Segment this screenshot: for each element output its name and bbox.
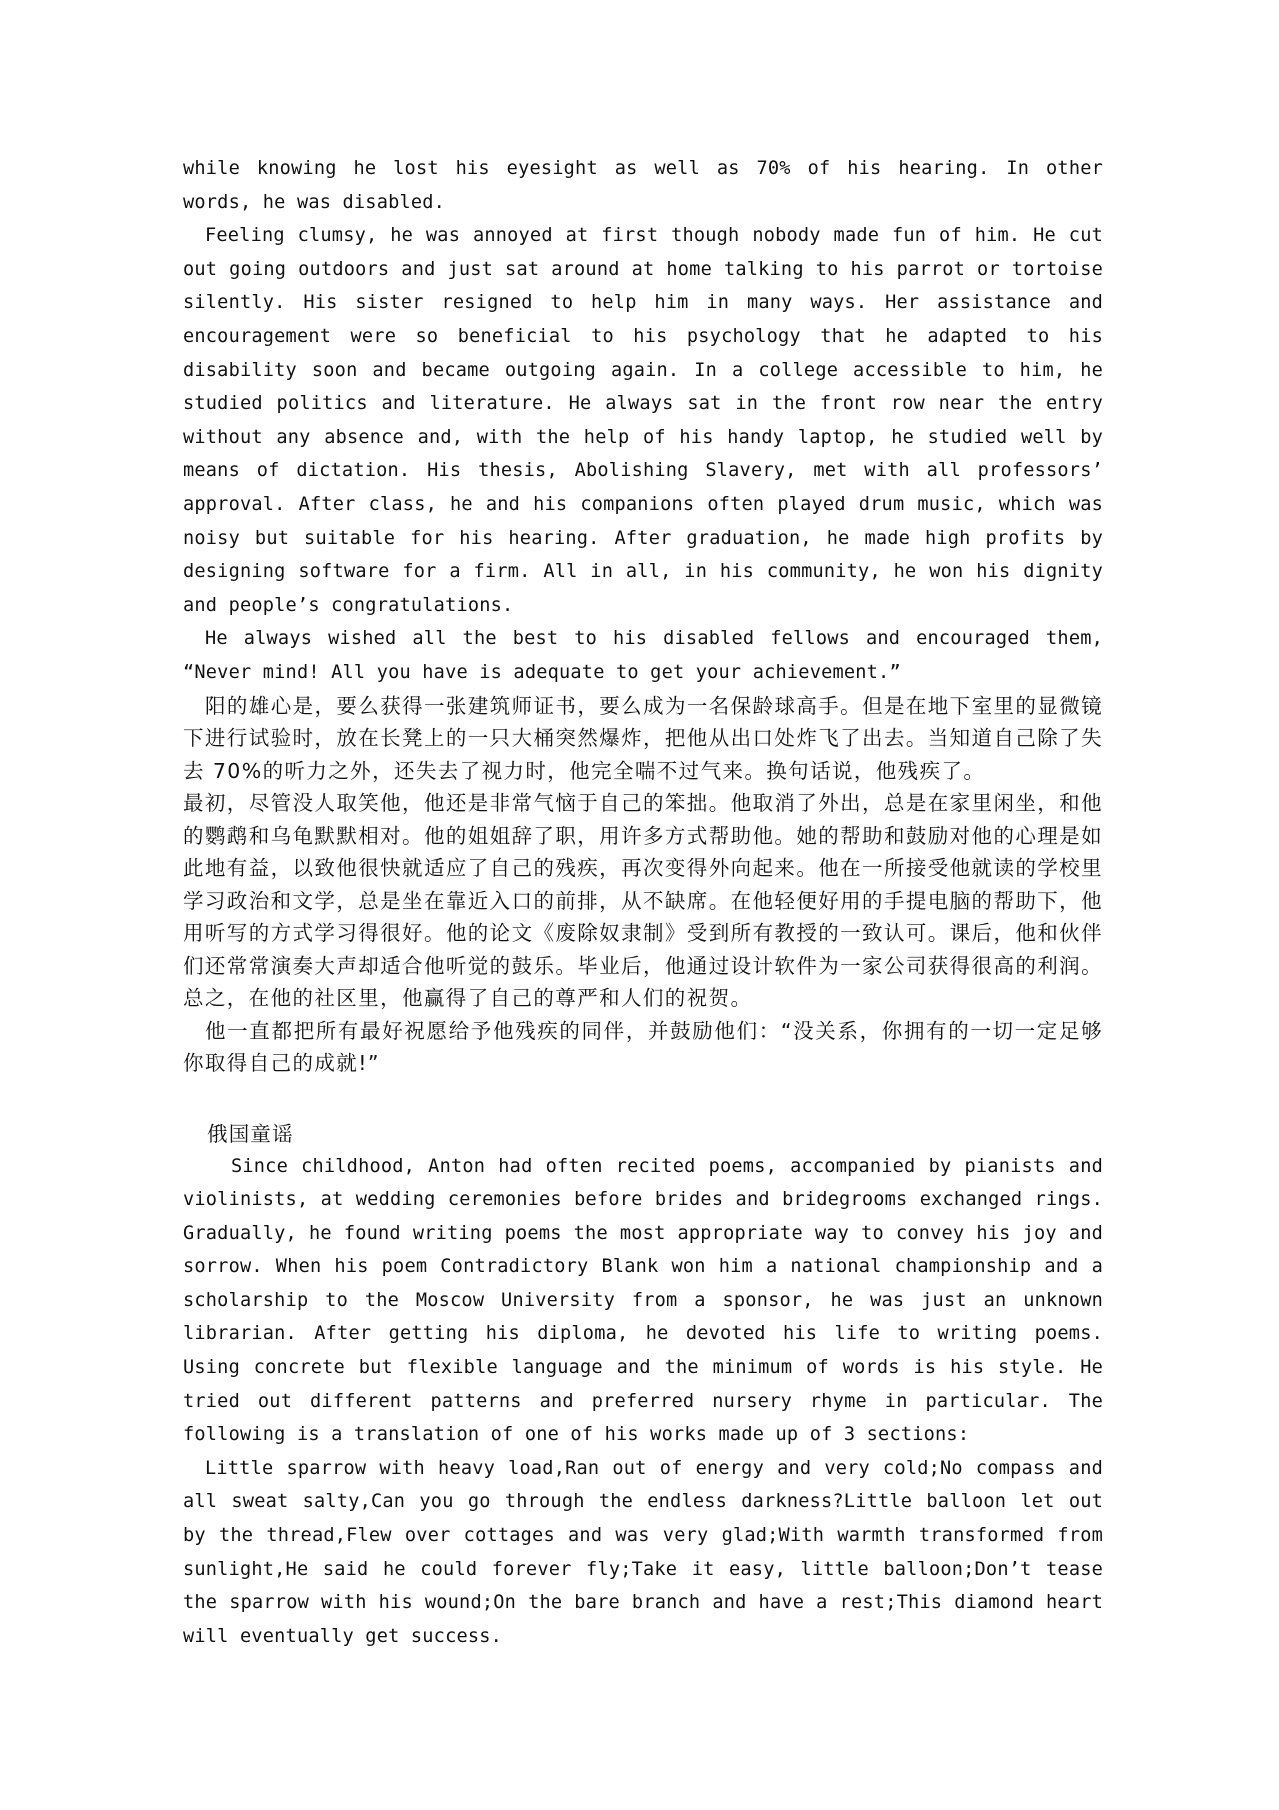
- document-page: [183, 152, 1103, 1653]
- passage2-title: 俄国童谣: [207, 1121, 294, 1146]
- passage1-english-paragraph-2: Feeling clumsy, he was annoyed at first though nobody made fun of him. He cut out going outdoors and just sat around at home talking to his parrot or tortoise silently. His sister resigned to help him in many ways. Her assistance and encouragement were so beneficial to his psychology that he adapted to his disability soon and became outgoing again. In a college accessible to him, he studied politics and literature. He always sat in the front row near the entry without any absence and, with the help of his handy laptop, he studied well by means of dictation. His thesis, Abolishing Slavery, met with all professors’ approval. After class, he and his companions often played drum music, which was noisy but suitable for his hearing. After graduation, he made high profits by designing software for a firm. All in all, in his community, he won his dignity and people’s congratulations.: [183, 225, 1103, 616]
- passage1-chinese-paragraph-3: 他一直都把所有最好祝愿给予他残疾的同伴，并鼓励他们：“没关系，你拥有的一切一定足够你取得自己的成就!”: [183, 1018, 1103, 1075]
- passage1-chinese-paragraph-2: 最初，尽管没人取笑他，他还是非常气恼于自己的笨拙。他取消了外出，总是在家里闲坐，和他的鹦鹉和乌龟默默相对。他的姐姐辞了职，用许多方式帮助他。她的帮助和鼓励对他的心理是如此地有益，以致他很快就适应了自己的残疾，再次变得外向起来。他在一所接受他就读的学校里学习政治和文学，总是坐在靠近入口的前排，从不缺席。在他轻便好用的手提电脑的帮助下，他用听写的方式学习得很好。他的论文《废除奴隶制》受到所有教授的一致认可。课后，他和伙伴们还常常演奏大声却适合他听觉的鼓乐。毕业后，他通过设计软件为一家公司获得很高的利润。总之，在他的社区里，他赢得了自己的尊严和人们的祝贺。: [183, 791, 1103, 1010]
- section-gap: [183, 1080, 1103, 1118]
- passage2-english-paragraph-1: Since childhood, Anton had often recited poems, accompanied by pianists and violinists, at wedding ceremonies before brides and bridegrooms exchanged rings. Gradually, he found writing poems the most appropriate way to convey his joy and sorrow. When his poem Contradictory Blank won him a national championship and a scholarship to the Moscow University from a sponsor, he was just an unknown librarian. After getting his diploma, he devoted his life to writing poems. Using concrete but flexible language and the minimum of words is his style. He tried out different patterns and preferred nursery rhyme in particular. The following is a translation of one of his works made up of 3 sections:: [183, 1155, 1103, 1446]
- passage1-chinese-paragraph-1: 阳的雄心是，要么获得一张建筑师证书，要么成为一名保龄球高手。但是在地下室里的显微镜下进行试验时，放在长凳上的一只大桶突然爆炸，把他从出口处炸飞了出去。当知道自己除了失去 70%的听力之外，还失去了视力时，他完全喘不过气来。换句话说，他残疾了。: [183, 693, 1103, 783]
- passage1-english-paragraph-3: He always wished all the best to his disabled fellows and encouraged them, “Never mind! All you have is adequate to get your achievement.”: [183, 628, 1103, 683]
- passage1-english-paragraph-1: while knowing he lost his eyesight as well as 70% of his hearing. In other words, he was disabled.: [183, 158, 1103, 213]
- passage2-english-paragraph-2: Little sparrow with heavy load,Ran out of energy and very cold;No compass and all sweat salty,Can you go through the endless darkness?Little balloon let out by the thread,Flew over cottages and was very glad;With warmth transformed from sunlight,He said he could forever fly;Take it easy, little balloon;Don’t tease the sparrow with his wound;On the bare branch and have a rest;This diamond heart will eventually get success.: [183, 1457, 1103, 1647]
